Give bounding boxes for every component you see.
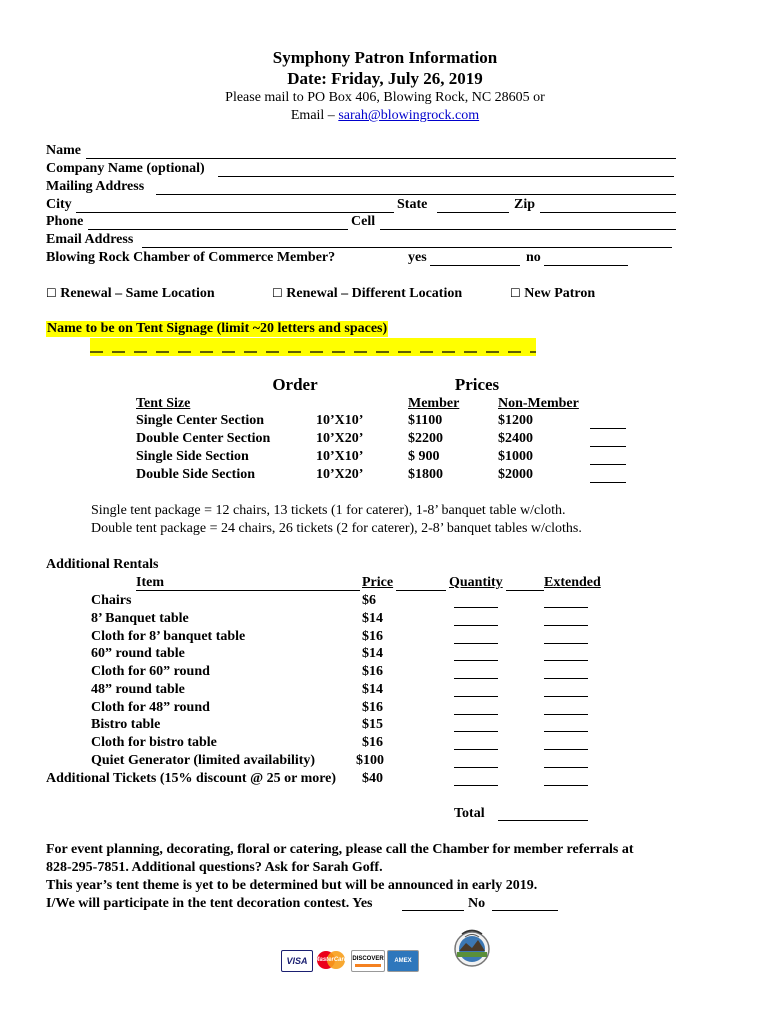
new-patron-option[interactable]	[510, 286, 595, 302]
member-question: Blowing Rock Chamber of Commerce Member?	[46, 250, 336, 265]
footer-theme-text: This year’s tent theme is yet to be determined but will be announced in early 2019.	[46, 878, 538, 893]
rental-quantity-field[interactable]	[454, 731, 498, 732]
rental-extended-field[interactable]	[544, 749, 588, 750]
rental-item: Additional Tickets (15% discount @ 25 or more)	[46, 771, 337, 786]
rental-extended-field[interactable]	[544, 643, 588, 644]
zip-label: Zip	[514, 197, 536, 212]
cell-label: Cell	[351, 214, 376, 229]
mastercard-logo	[313, 950, 349, 970]
visa-text: VISA	[286, 956, 308, 966]
tent-name: Double Side Section	[136, 467, 256, 482]
zip-field[interactable]	[540, 212, 676, 213]
rental-extended-field[interactable]	[544, 607, 588, 608]
cell-field[interactable]	[380, 229, 676, 230]
company-field[interactable]	[218, 176, 674, 177]
rental-price: $40	[362, 771, 383, 786]
member-price: $ 900	[408, 449, 440, 464]
visa-logo	[281, 950, 313, 972]
member-yes-field[interactable]	[430, 265, 520, 266]
renewal-same-label: Renewal – Same Location	[60, 286, 215, 301]
rental-quantity-field[interactable]	[454, 625, 498, 626]
letter-slot-dashes	[90, 338, 536, 356]
package-single-note: Single tent package = 12 chairs, 13 tickets (1 for caterer), 1-8’ banquet table w/cloth.	[91, 503, 566, 518]
state-label: State	[397, 197, 428, 212]
rental-price: $100	[356, 753, 384, 768]
rental-item: Cloth for 48” round	[91, 700, 210, 715]
email-link[interactable]: sarah@blowingrock.com	[338, 108, 480, 123]
rental-item: Cloth for 8’ banquet table	[91, 629, 246, 644]
name-label: Name	[46, 143, 81, 158]
quantity-header: Quantity	[449, 575, 503, 590]
nonmember-price: $1000	[498, 449, 533, 464]
tent-size-header: Tent Size	[136, 396, 191, 411]
price-header-underline	[396, 590, 446, 591]
phone-field[interactable]	[88, 229, 348, 230]
rental-item: Cloth for 60” round	[91, 664, 210, 679]
rental-quantity-field[interactable]	[454, 749, 498, 750]
item-header-underline	[136, 590, 360, 591]
footer-contact-text: 828-295-7851. Additional questions? Ask for Sarah Goff.	[46, 860, 383, 875]
rentals-heading: Additional Rentals	[46, 557, 159, 572]
total-field[interactable]	[498, 820, 588, 821]
contest-yes-field[interactable]	[402, 910, 464, 911]
rental-quantity-field[interactable]	[454, 696, 498, 697]
rental-item: 48” round table	[91, 682, 185, 697]
rental-extended-field[interactable]	[544, 714, 588, 715]
member-no-label: no	[526, 250, 541, 265]
rental-extended-field[interactable]	[544, 696, 588, 697]
order-qty-field[interactable]	[590, 446, 626, 447]
rental-quantity-field[interactable]	[454, 643, 498, 644]
rental-price: $15	[362, 717, 383, 732]
mailing-address-field[interactable]	[156, 194, 676, 195]
item-header: Item	[136, 575, 164, 590]
contest-no-label: No	[468, 896, 486, 911]
checkbox-icon[interactable]: ☐	[510, 286, 521, 300]
package-double-note: Double tent package = 24 chairs, 26 tickets (2 for caterer), 2-8’ banquet tables w/cloths.	[91, 521, 582, 536]
renewal-different-option[interactable]	[272, 286, 462, 302]
rental-item: 8’ Banquet table	[91, 611, 189, 626]
contest-no-field[interactable]	[492, 910, 558, 911]
nonmember-price: $1200	[498, 413, 533, 428]
new-patron-label: New Patron	[524, 286, 596, 301]
event-date: Date: Friday, July 26, 2019	[287, 69, 483, 88]
rental-extended-field[interactable]	[544, 731, 588, 732]
blowing-rock-logo-icon	[453, 925, 491, 969]
email-prefix: Email –	[290, 108, 339, 123]
tent-dimensions: 10’X10’	[316, 413, 364, 428]
member-price: $1800	[408, 467, 443, 482]
order-qty-field[interactable]	[590, 482, 626, 483]
member-no-field[interactable]	[544, 265, 628, 266]
member-header: Member	[408, 396, 460, 411]
rental-price: $16	[362, 664, 383, 679]
order-qty-field[interactable]	[590, 428, 626, 429]
rental-price: $6	[362, 593, 376, 608]
phone-label: Phone	[46, 214, 84, 229]
tent-dimensions: 10’X20’	[316, 467, 364, 482]
rental-extended-field[interactable]	[544, 678, 588, 679]
rental-extended-field[interactable]	[544, 767, 588, 768]
email-address-label: Email Address	[46, 232, 134, 247]
tent-name: Single Center Section	[136, 413, 265, 428]
quantity-header-underline	[506, 590, 544, 591]
rental-price: $16	[362, 629, 383, 644]
renewal-different-label: Renewal – Different Location	[286, 286, 463, 301]
tent-name: Double Center Section	[136, 431, 271, 446]
member-price: $2200	[408, 431, 443, 446]
rental-quantity-field[interactable]	[454, 785, 498, 786]
email-line	[0, 108, 770, 124]
mail-instructions: Please mail to PO Box 406, Blowing Rock, NC 28605 or	[225, 90, 545, 105]
rental-extended-field[interactable]	[544, 625, 588, 626]
tent-name: Single Side Section	[136, 449, 249, 464]
rental-price: $14	[362, 611, 383, 626]
rental-price: $16	[362, 735, 383, 750]
rental-item: Cloth for bistro table	[91, 735, 217, 750]
member-price: $1100	[408, 413, 443, 428]
footer-planning-text: For event planning, decorating, floral or catering, please call the Chamber for member referrals at	[46, 842, 634, 857]
checkbox-icon[interactable]: ☐	[272, 286, 283, 300]
page-title: Symphony Patron Information	[272, 48, 498, 67]
order-heading: Order	[272, 375, 318, 394]
discover-logo	[351, 950, 385, 972]
tent-dimensions: 10’X20’	[316, 431, 364, 446]
signage-label: Name to be on Tent Signage (limit ~20 letters and spaces)	[47, 321, 388, 336]
price-header: Price	[362, 575, 394, 590]
signage-letter-slots[interactable]	[90, 338, 536, 356]
rental-quantity-field[interactable]	[454, 767, 498, 768]
city-field[interactable]	[76, 212, 394, 213]
rental-price: $14	[362, 646, 383, 661]
amex-logo	[387, 950, 419, 972]
email-address-field[interactable]	[142, 247, 672, 248]
rental-quantity-field[interactable]	[454, 678, 498, 679]
contest-question: I/We will participate in the tent decoration contest. Yes	[46, 896, 373, 911]
mailing-label: Mailing Address	[46, 179, 145, 194]
rental-item: Chairs	[91, 593, 132, 608]
nonmember-price: $2400	[498, 431, 533, 446]
name-field[interactable]	[86, 158, 676, 159]
renewal-same-option[interactable]	[46, 286, 215, 302]
rental-extended-field[interactable]	[544, 660, 588, 661]
prices-heading: Prices	[454, 375, 500, 394]
rental-item: Bistro table	[91, 717, 161, 732]
city-label: City	[46, 197, 72, 212]
checkbox-icon[interactable]: ☐	[46, 286, 57, 300]
discover-text: DISCOVER	[352, 955, 384, 962]
rental-quantity-field[interactable]	[454, 714, 498, 715]
nonmember-price: $2000	[498, 467, 533, 482]
nonmember-header: Non-Member	[498, 396, 579, 411]
rental-item: 60” round table	[91, 646, 185, 661]
member-yes-label: yes	[408, 250, 427, 265]
total-label: Total	[454, 806, 485, 821]
state-field[interactable]	[437, 212, 509, 213]
order-qty-field[interactable]	[590, 464, 626, 465]
discover-stripe	[355, 964, 381, 967]
rental-extended-field[interactable]	[544, 785, 588, 786]
rental-price: $16	[362, 700, 383, 715]
extended-header: Extended	[544, 575, 601, 590]
amex-text: AMEX	[394, 958, 412, 964]
mastercard-text: MasterCard	[314, 957, 348, 963]
rental-price: $14	[362, 682, 383, 697]
company-label: Company Name (optional)	[46, 161, 205, 176]
tent-dimensions: 10’X10’	[316, 449, 364, 464]
rental-quantity-field[interactable]	[454, 660, 498, 661]
rental-item: Quiet Generator (limited availability)	[91, 753, 316, 768]
rental-quantity-field[interactable]	[454, 607, 498, 608]
